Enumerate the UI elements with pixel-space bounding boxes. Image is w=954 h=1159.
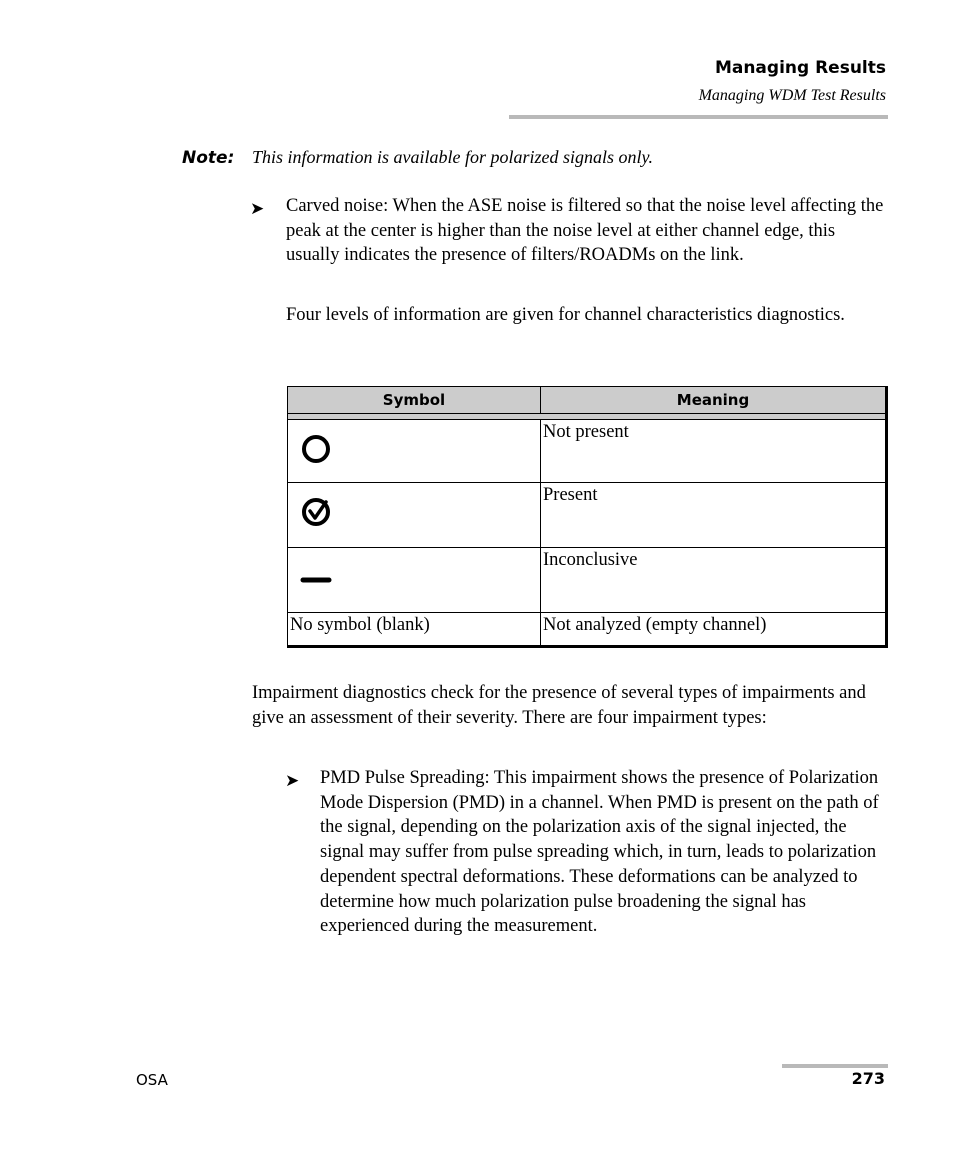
paragraph-diagnostic-levels: Four levels of information are given for channel characteristics diagnostics. xyxy=(286,305,845,325)
table-bottom-rule xyxy=(287,645,888,648)
table-row-2-symbol xyxy=(287,482,541,548)
bullet-arrow-icon: ➤ xyxy=(250,199,265,218)
footer-rule xyxy=(782,1064,888,1068)
footer-product-name: OSA xyxy=(136,1071,168,1089)
page-number: 273 xyxy=(851,1069,885,1088)
table-row-1-symbol xyxy=(287,419,541,483)
circle-icon xyxy=(300,433,340,473)
paragraph-impairment-diagnostics: Impairment diagnostics check for the presence of several types of impairments and give an assessment of their severity. There are four impairment types: xyxy=(252,683,866,728)
table-row-4-symbol: No symbol (blank) xyxy=(287,612,541,646)
table-row-3-symbol xyxy=(287,547,541,613)
table-row-2-meaning: Present xyxy=(540,482,886,548)
bullet-pmd-pulse-spreading: PMD Pulse Spreading: This impairment shows the presence of Polarization Mode Dispersion (PMD) in a channel. When PMD is present on the path of the signal, depending on the polarization axis of the signal injected, the signal may suffer from pulse spreading which, in turn, leads to polarization dependent spectral deformations. These deformations can be analyzed to determine how much polarization pulse broadening the signal has experienced during the measurement. xyxy=(320,768,879,937)
table-row-4-meaning: Not analyzed (empty channel) xyxy=(540,612,886,646)
table-right-rule xyxy=(885,386,888,648)
note-label: Note: xyxy=(182,148,235,168)
running-header-title: Managing Results xyxy=(714,58,886,78)
note-text: This information is available for polarized signals only. xyxy=(252,147,654,167)
table-row-3-meaning: Inconclusive xyxy=(540,547,886,613)
check-circle-icon xyxy=(300,496,340,536)
running-header-subtitle: Managing WDM Test Results xyxy=(698,87,886,104)
dash-icon xyxy=(300,574,340,594)
bullet-carved-noise: Carved noise: When the ASE noise is filtered so that the noise level affecting the peak at the center is higher than the noise level at either channel edge, this usually indicates the presence of filters/ROADMs on the link. xyxy=(286,196,884,266)
table-row-1-meaning: Not present xyxy=(540,419,886,483)
table-header-symbol: Symbol xyxy=(287,386,541,414)
bullet-arrow-icon: ➤ xyxy=(285,771,300,790)
symbol-meaning-table xyxy=(287,386,888,648)
table-header-meaning: Meaning xyxy=(540,386,886,414)
header-rule xyxy=(509,115,888,119)
